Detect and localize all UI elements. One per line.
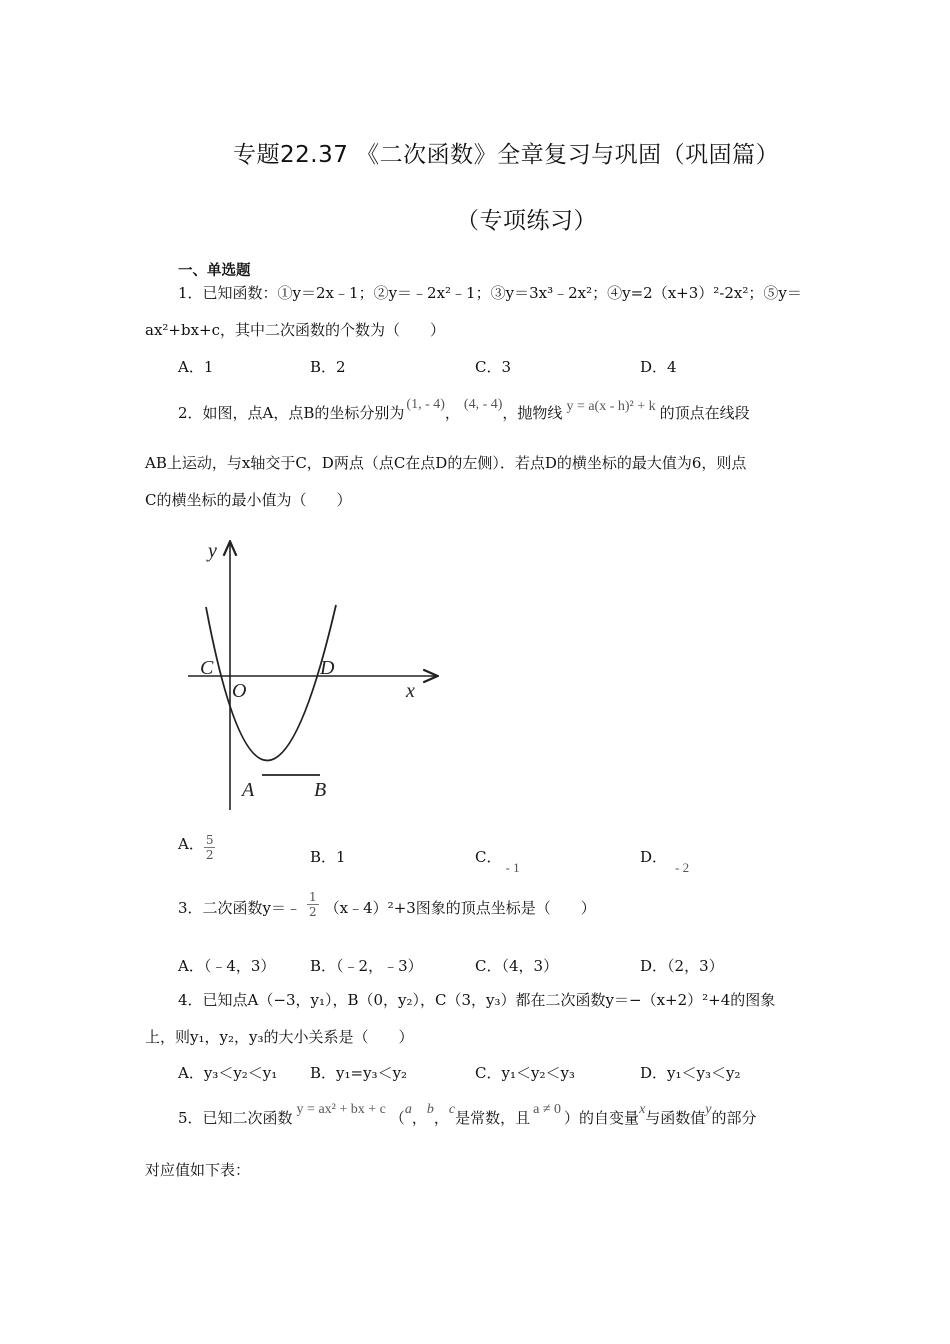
- q1-text-line1: 1．已知函数：①y＝2x﹣1；②y＝﹣2x²﹣1；③y＝3x³﹣2x²；④y=2（x+3）²-2x²；⑤y＝: [178, 284, 802, 302]
- q4-option-c: C．y₁＜y₂＜y₃: [475, 1064, 575, 1082]
- q2-option-d-value: - 2: [675, 860, 690, 875]
- label-origin: O: [232, 680, 247, 702]
- q3-fraction: [307, 890, 319, 919]
- q3-option-c: C．（4，3）: [475, 957, 559, 975]
- q2-text-line1: [178, 397, 750, 425]
- q5-text-c: 是常数，且: [455, 1109, 531, 1127]
- frac-num: 5: [205, 833, 214, 847]
- q2-option-c-value: - 1: [505, 860, 520, 875]
- section-label: 一、单选题: [178, 263, 251, 279]
- q3-frac-num: 1: [309, 890, 317, 904]
- q4-text-line2: 上，则y₁，y₂，y₃的大小关系是（ ）: [145, 1028, 414, 1046]
- q5-var-a: a: [404, 1102, 412, 1117]
- q5-condition: a ≠ 0: [533, 1102, 562, 1117]
- q5-formula: y = ax² + bx + c: [296, 1102, 386, 1117]
- q2-coord-b: (4, - 4): [463, 397, 503, 412]
- q3-text: [178, 890, 596, 919]
- q5-var-b: b: [426, 1102, 434, 1117]
- frac-den: 2: [205, 848, 214, 862]
- q5-text-a: 5．已知二次函数: [178, 1109, 293, 1127]
- q1-option-a: A．1: [178, 358, 214, 376]
- q2-option-d-label: D．: [640, 848, 668, 866]
- q2-option-a: [178, 833, 215, 862]
- q5-text-line2: 对应值如下表：: [145, 1161, 251, 1179]
- q5-text-b: （: [389, 1109, 405, 1127]
- q2-text-line2: AB上运动，与x轴交于C，D两点（点C在点D的左侧）．若点D的横坐标的最大值为6，则点: [145, 454, 747, 472]
- q2-formula: y = a(x - h)² + k: [566, 399, 656, 414]
- q2-coord-a: (1, - 4): [406, 397, 445, 412]
- q1-option-b: B．2: [310, 358, 346, 376]
- q2-option-a-label: A．: [178, 834, 204, 853]
- q2-option-c-label: C．: [475, 848, 502, 866]
- q2-text-b: ，抛物线: [502, 404, 563, 422]
- q5-sep1: ，: [411, 1109, 427, 1127]
- q2-comma: ，: [444, 404, 460, 422]
- page-subtitle: （专项练习）: [456, 208, 597, 234]
- q5-text-d: ）的自变量: [564, 1109, 640, 1127]
- label-c: C: [200, 657, 214, 679]
- q2-option-b: B．1: [310, 848, 346, 866]
- q5-text-f: 的部分: [711, 1109, 757, 1127]
- q3-text-b: （x﹣4）²+3图象的顶点坐标是（ ）: [324, 898, 596, 917]
- q2-parabola-figure: [180, 535, 450, 820]
- page-title: 专题22.37 《二次函数》全章复习与巩固（巩固篇）: [233, 142, 780, 168]
- q5-var-c: c: [448, 1102, 456, 1117]
- q2-option-a-fraction: [204, 833, 216, 862]
- label-x: x: [406, 680, 415, 702]
- q4-text-line1: 4．已知点A（−3，y₁），B（0，y₂），C（3，y₃）都在二次函数y＝−（x+2）²+4的图象: [178, 991, 776, 1009]
- q3-frac-den: 2: [309, 905, 317, 919]
- q5-sep2: ，: [433, 1109, 449, 1127]
- label-b: B: [314, 779, 327, 801]
- q2-text-a: 2．如图，点A，点B的坐标分别为: [178, 404, 405, 422]
- q1-option-d: D．4: [640, 358, 677, 376]
- parabola-curve: [206, 605, 336, 761]
- q2-text-line3: C的横坐标的最小值为（ ）: [145, 491, 352, 509]
- q5-var-y: y: [705, 1102, 712, 1117]
- q2-option-d: [640, 846, 690, 875]
- label-a: A: [242, 779, 255, 801]
- q5-var-x: x: [639, 1102, 646, 1117]
- q1-text-line2: ax²+bx+c，其中二次函数的个数为（ ）: [145, 321, 446, 339]
- q5-text-line1: [178, 1102, 757, 1130]
- q1-option-c: C．3: [475, 358, 512, 376]
- q2-option-c: [475, 846, 520, 875]
- q3-option-a: A．（﹣4，3）: [178, 957, 276, 975]
- q3-option-b: B．（﹣2，﹣3）: [310, 957, 423, 975]
- q3-text-a: 3．二次函数y＝﹣: [178, 898, 302, 917]
- label-y: y: [208, 540, 217, 562]
- q4-option-b: B．y₁=y₃＜y₂: [310, 1064, 408, 1082]
- q5-text-e: 与函数值: [645, 1109, 706, 1127]
- q2-text-c: 的顶点在线段: [659, 404, 750, 422]
- q3-option-d: D．（2，3）: [640, 957, 724, 975]
- q4-option-d: D．y₁＜y₃＜y₂: [640, 1064, 741, 1082]
- q4-option-a: A．y₃＜y₂＜y₁: [178, 1064, 278, 1082]
- label-d: D: [320, 657, 335, 679]
